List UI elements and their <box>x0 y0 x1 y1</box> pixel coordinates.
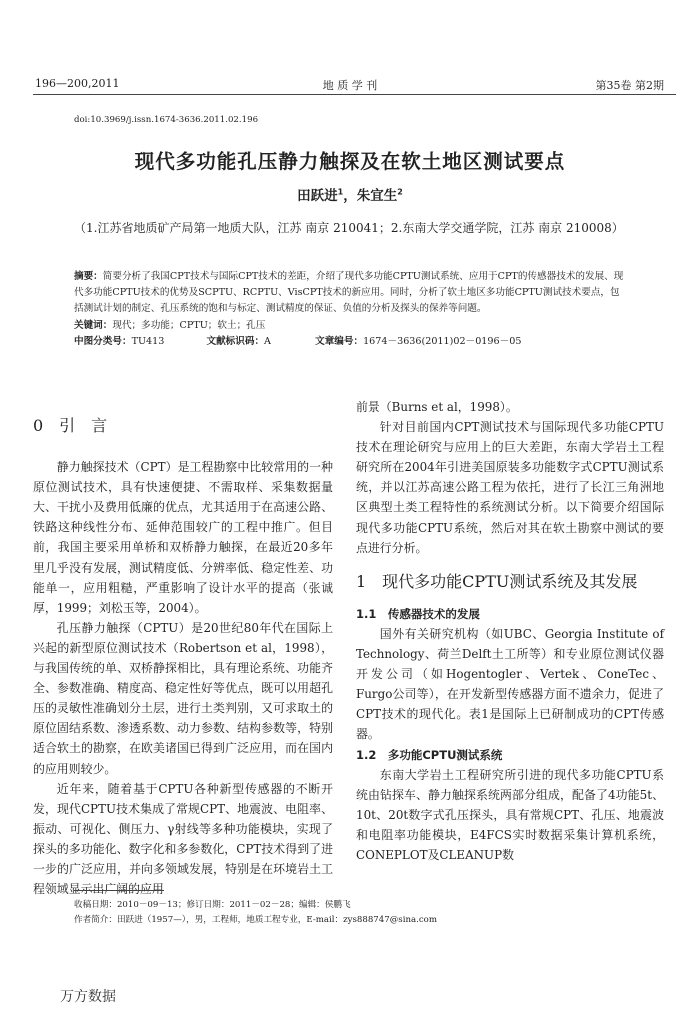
header-rule <box>33 94 676 95</box>
author-separator: ， <box>343 188 357 204</box>
volume-issue: 第35卷 第2期 <box>595 79 664 92</box>
section-1-heading: 1 现代多功能CPTU测试系统及其发展 <box>356 571 638 591</box>
author-2: 朱宜生 <box>356 188 398 204</box>
journal-name: 地 质 学 刊 <box>322 79 378 92</box>
author-1: 田跃进 <box>297 188 338 204</box>
article-no-label: 文章编号： <box>315 335 364 347</box>
affiliation: （1.江苏省地质矿产局第一地质大队，江苏 南京 210041；2.东南大学交通学院，江苏 南京 210008） <box>74 221 624 235</box>
classification-line <box>74 334 629 350</box>
authors <box>0 184 700 204</box>
paper-title: 现代多功能孔压静力触探及在软土地区测试要点 <box>134 150 566 173</box>
clc-value: TU413 <box>131 335 165 347</box>
received-dates: 收稿日期：2010－09－13；修订日期：2011－02－28；编辑：侯鹏飞 <box>74 900 351 910</box>
abstract-label: 摘要： <box>74 271 103 282</box>
keywords <box>74 318 629 334</box>
clc-label: 中图分类号： <box>74 335 132 347</box>
section-0-heading: 0 引 言 <box>33 416 108 435</box>
intro-continuation: 前景（Burns et al，1998）。 <box>356 400 518 414</box>
abstract-text: 简要分析了我国CPT技术与国际CPT技术的差距，介绍了现代多功能CPTU测试系统、应用于CPT的传感器技术的发展、现代多功能CPTU技术的优势及SCPTU、RCPTU、VisCPT技术的新应用。同时，分析了软土地区多功能CPTU测试技术要点，包括测试计划的制定、孔压系统的饱和与标定、测试精度的保证、负值的分析及探头的保养等问题。 <box>74 271 624 315</box>
intro-paragraph-1: 静力触探技术（CPT）是工程勘察中比较常用的一种原位测试技术，具有快速便捷、不需取样、采集数据量大、干扰小及费用低廉的优点，尤其适用于在高速公路、铁路这种线性分布、延伸范围较广的工程中推广。但目前，我国主要采用单桥和双桥静力触探，在最近20多年里几乎没有发展，测试精度低、分辨率低、稳定性差、功能单一，应用粗糙，严重影响了设计水平的提高（张诚厚，1999；刘松玉等，2004）。 <box>33 460 333 615</box>
keywords-text: 现代；多功能；CPTU；软土；孔压 <box>112 319 266 331</box>
footnote <box>74 898 634 928</box>
left-column <box>33 416 333 899</box>
abstract <box>74 269 629 318</box>
section-1-2-paragraph: 东南大学岩土工程研究所引进的现代多功能CPTU系统由钻探车、静力触探系统两部分组成，配备了4功能5t、10t、20t数字式孔压探头，具有常规CPT、孔压、地震波和电阻率功能模块，E4FCS实时数据采集计算机系统，CONEPLOT及CLEANUP数 <box>356 767 664 862</box>
page-range: 196—200,2011 <box>35 77 120 90</box>
keywords-label: 关键词： <box>74 319 113 331</box>
intro-paragraph-2: 孔压静力触探（CPTU）是20世纪80年代在国际上兴起的新型原位测试技术（Robertson et al，1998），与我国传统的单、双桥静探相比，具有理论系统、功能齐全、参数准确、精度高、稳定性好等优点，既可以用超孔压的灵敏性准确划分土层，进行土类判别，又可求取土的原位固结系数、渗透系数、动力参数、结构参数等，特别适合软土的勘察，在欧美诸国已得到广泛应用，而在国内的应用则较少。 <box>33 620 333 776</box>
wanfang-watermark: 万方数据 <box>60 989 116 1005</box>
abstract-block <box>74 269 629 350</box>
subsection-1-1-heading: 1.1 传感器技术的发展 <box>356 606 480 621</box>
author-2-affil: 2 <box>397 187 403 197</box>
intro-paragraph-4: 针对目前国内CPT测试技术与国际现代多功能CPTU技术在理论研究与应用上的巨大差距，东南大学岩土工程研究所在2004年引进美国原装多功能数字式CPTU测试系统，并以江苏高速公路工程为依托，进行了长江三角洲地区典型土类工程特性的系统测试分析。以下简要介绍国际现代多功能CPTU系统，然后对其在软土勘察中测试的要点进行分析。 <box>356 420 664 555</box>
intro-paragraph-3: 近年来，随着基于CPTU各种新型传感器的不断开发，现代CPTU技术集成了常规CPT、地震波、电阻率、振动、可视化、侧压力、γ射线等多种功能模块，实现了探头的多功能化、数字化和多参数化，CPT技术得到了进一步的广泛应用，并向多领域发展，特别是在环境岩土工程领域显示出广阔的应用 <box>33 781 333 897</box>
doc-code-label: 文献标识码： <box>206 335 265 347</box>
footnote-rule <box>74 890 164 891</box>
doi: doi:10.3969/j.issn.1674-3636.2011.02.196 <box>74 115 259 125</box>
right-column <box>356 397 664 865</box>
section-1-1-paragraph: 国外有关研究机构（如UBC、Georgia Institute of Technology、荷兰Delft土工所等）和专业原位测试仪器开发公司（如Hogentogler、Vertek、ConeTec、Furgo公司等），在开发新型传感器方面不遗余力，促进了CPT技术的现代化。表1是国际上已研制成功的CPT传感器。 <box>356 626 664 742</box>
author-bio: 作者简介：田跃进（1957—），男，工程师，地质工程专业，E-mail：zys888747@sina.com <box>74 915 437 925</box>
article-no-value: 1674－3636(2011)02－0196－05 <box>363 335 522 347</box>
doc-code-value: A <box>264 335 271 347</box>
subsection-1-2-heading: 1.2 多功能CPTU测试系统 <box>356 747 503 762</box>
author-1-affil: 1 <box>337 187 344 197</box>
